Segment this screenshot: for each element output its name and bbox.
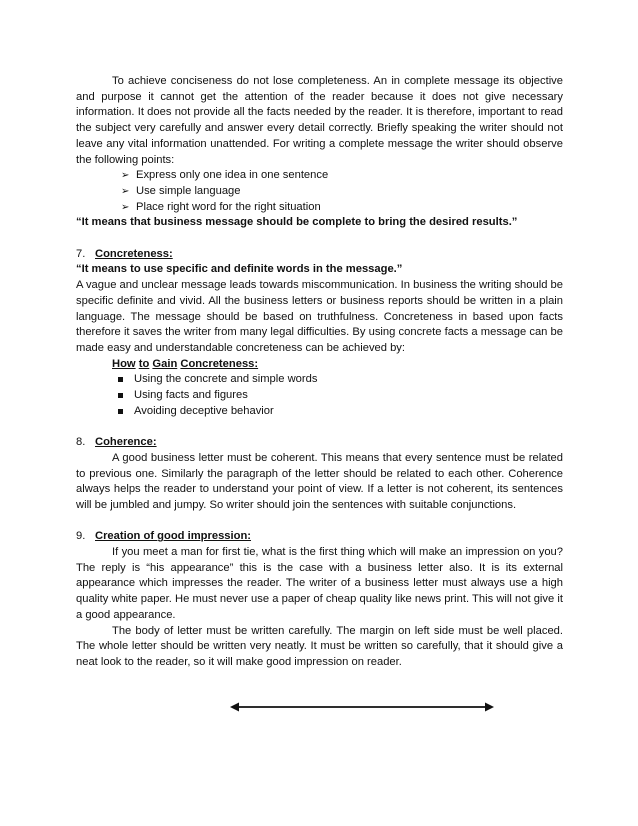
- impression-paragraph-1: If you meet a man for first tie, what is the first thing which will make an impression on you? The reply is “his appearance” this is the case with a business letter also. It is its external appearance which impresses the reader. The writer of a business letter must always use a high quality white paper. He must never use a paper of cheap quality like news print. This will not give it a good appearance.: [76, 546, 563, 621]
- intro-paragraph: To achieve conciseness do not lose completeness. An in complete message its objective and purpose it cannot get the attention of the reader because it does not give necessary information. It does not provide all the facts needed by the reader. It is therefore, important to read the subject very carefully and answer every detail correctly. Briefly speaking the writer should not leave any vital information unattended. For writing a complete message the writer should observe the following points:: [76, 75, 563, 166]
- concreteness-quote: “It means to use specific and definite words in the message.”: [76, 263, 403, 276]
- square-bullet-icon: [118, 409, 123, 414]
- coherence-heading: [76, 435, 563, 451]
- concreteness-paragraph: A vague and unclear message leads towards miscommunication. In business the writing should be specific definite and vivid. All the business letters or business reports should be written in a plain language. The message should be based on truthfulness. Concreteness in based upon facts therefore it saves the writer from many legal difficulties. By using concrete facts a message can be made easy and understandable concreteness can be achieved by:: [76, 279, 563, 354]
- completeness-list: [76, 168, 563, 215]
- completeness-quote: “It means that business message should be complete to bring the desired results.”: [76, 216, 518, 229]
- square-bullet-icon: [118, 377, 123, 382]
- double-arrow-icon: [230, 700, 494, 714]
- list-item: Using facts and figures: [76, 388, 563, 404]
- square-bullet-icon: [118, 393, 123, 398]
- arrow-bullet-icon: ➢: [121, 170, 130, 182]
- list-item: ➢ Use simple language: [76, 184, 563, 200]
- document-body: [76, 74, 563, 671]
- section-title: Coherence:: [95, 436, 157, 449]
- impression-heading: [76, 529, 563, 545]
- list-item: ➢ Place right word for the right situation: [76, 200, 563, 216]
- how-to-gain-concreteness-heading: How to Gain Concreteness:: [112, 357, 259, 370]
- section-number: 7.: [76, 247, 86, 260]
- list-item: ➢ Express only one idea in one sentence: [76, 168, 563, 184]
- list-item: Avoiding deceptive behavior: [76, 404, 563, 420]
- list-item: Using the concrete and simple words: [76, 372, 563, 388]
- section-title: Creation of good impression:: [95, 530, 252, 543]
- arrow-bullet-icon: ➢: [121, 185, 130, 197]
- impression-paragraph-2: The body of letter must be written carefully. The margin on left side must be well placed. The whole letter should be written very neatly. It must be written so carefully, that it should give a neat look to the reader, so it will make good impression on reader.: [76, 624, 563, 668]
- coherence-paragraph: A good business letter must be coherent. This means that every sentence must be related to previous one. Similarly the paragraph of the letter should be related to each other. Coherence always helps the reader to understand your point of view. If a letter is not coherent, its sentences will be jumbled and jumpy. So writer should join the sentences with suitable conjunctions.: [76, 451, 563, 511]
- section-title: Concreteness:: [95, 247, 173, 260]
- arrow-bullet-icon: ➢: [121, 201, 130, 213]
- section-number: 8.: [76, 436, 86, 449]
- concreteness-heading: [76, 247, 563, 263]
- concreteness-list: [76, 372, 563, 419]
- section-number: 9.: [76, 530, 86, 543]
